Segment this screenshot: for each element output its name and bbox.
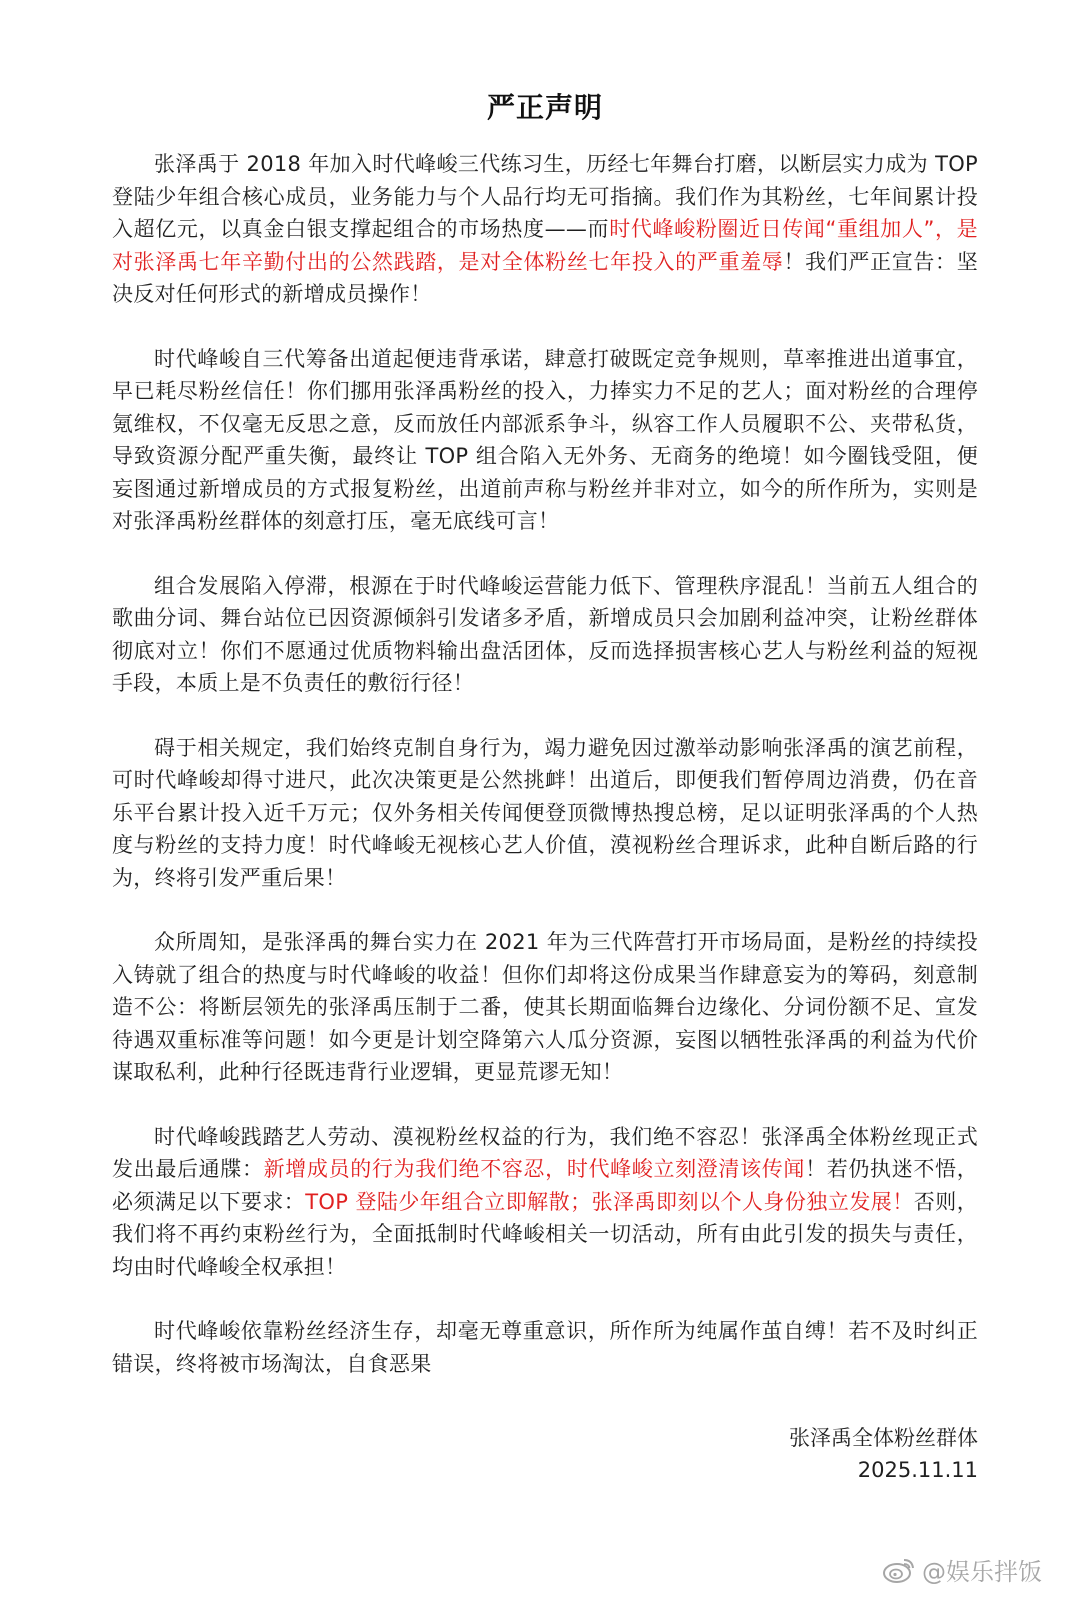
highlight-text: TOP 登陆少年组合立即解散；张泽禹即刻以个人身份独立发展！ [305, 1189, 914, 1214]
paragraph [112, 570, 978, 700]
body-text: 时代峰峻依靠粉丝经济生存，却毫无尊重意识，所作所为纯属作茧自缚！若不及时纠正错误，终将被市场淘汰，自食恶果 [112, 1319, 978, 1376]
body-text: 张泽禹于 2018 年加入时代峰峻三代练习生，历经七年舞台打磨，以断层实力成为 TOP 登陆少年组合核心成员，业务能力与个人品行均无可指摘。我们作为其粉丝，七年间累计投入超亿元，以真金白银支撑起组合的市场热度——而 [112, 152, 978, 241]
paragraph [112, 926, 978, 1089]
watermark [882, 1552, 1042, 1587]
body-text: 组合发展陷入停滞，根源在于时代峰峻运营能力低下、管理秩序混乱！当前五人组合的歌曲分词、舞台站位已因资源倾斜引发诸多矛盾，新增成员只会加剧利益冲突，让粉丝群体彻底对立！你们不愿通过优质物料输出盘活团体，反而选择损害核心艺人与粉丝利益的短视手段，本质上是不负责任的敷衍行径！ [112, 573, 978, 695]
signature-date: 2025.11.11 [857, 1458, 978, 1482]
paragraph [112, 732, 978, 895]
weibo-logo-icon [882, 1556, 916, 1584]
body-text: ！我们严正宣告：坚决反对任何形式的新增成员操作！ [112, 249, 979, 306]
signature-block [789, 1422, 978, 1486]
body-text: ！若仍执迷不悟，必须满足以下要求： [112, 1157, 978, 1214]
signature-author: 张泽禹全体粉丝群体 [789, 1426, 978, 1450]
body-text: 时代峰峻践踏艺人劳动、漠视粉丝权益的行为，我们绝不容忍！张泽禹全体粉丝现正式发出最后通牒： [112, 1124, 978, 1181]
highlight-text: 新增成员的行为我们绝不容忍，时代峰峻立刻澄清该传闻 [263, 1157, 806, 1181]
body-text: 时代峰峻自三代筹备出道起便违背承诺，肆意打破既定竞争规则，草率推进出道事宜，早已耗尽粉丝信任！你们挪用张泽禹粉丝的投入，力捧实力不足的艺人；面对粉丝的合理停氪维权，不仅毫无反思之意，反而放任内部派系争斗，纵容工作人员履职不公、夹带私货，导致资源分配严重失衡，最终让 TOP 组合陷入无外务、无商务的绝境！如今圈钱受阻，便妄图通过新增成员的方式报复粉丝，出道前声称与粉丝并非对立，如今的所作所为，实则是对张泽禹粉丝群体的刻意打压，毫无底线可言！ [112, 346, 978, 533]
paragraph [112, 148, 978, 311]
body-text: 碍于相关规定，我们始终克制自身行为，竭力避免因过激举动影响张泽禹的演艺前程，可时代峰峻却得寸进尺，此次决策更是公然挑衅！出道后，即便我们暂停周边消费，仍在音乐平台累计投入近千万元；仅外务相关传闻便登顶微博热搜总榜，足以证明张泽禹的个人热度与粉丝的支持力度！时代峰峻无视核心艺人价值，漠视粉丝合理诉求，此种自断后路的行为，终将引发严重后果！ [112, 735, 978, 890]
statement-body [112, 148, 978, 1380]
highlight-text: 时代峰峻粉圈近日传闻“重组加人”，是对张泽禹七年辛勤付出的公然践踏，是对全体粉丝七年投入的严重羞辱 [112, 217, 978, 274]
paragraph [112, 1315, 978, 1380]
paragraph [112, 1121, 978, 1284]
body-text: 否则，我们将不再约束粉丝行为，全面抵制时代峰峻相关一切活动，所有由此引发的损失与责任，均由时代峰峻全权承担！ [112, 1189, 979, 1279]
paragraph [112, 343, 978, 538]
body-text: 众所周知，是张泽禹的舞台实力在 2021 年为三代阵营打开市场局面，是粉丝的持续投入铸就了组合的热度与时代峰峻的收益！但你们却将这份成果当作肆意妄为的筹码，刻意制造不公：将断层领先的张泽禹压制于二番，使其长期面临舞台边缘化、分词份额不足、宣发待遇双重标准等问题！如今更是计划空降第六人瓜分资源，妄图以牺牲张泽禹的利益为代价谋取私利，此种行径既违背行业逻辑，更显荒谬无知！ [112, 930, 978, 1084]
document-title: 严正声明 [486, 91, 603, 124]
watermark-text: @娱乐拌饭 [922, 1558, 1042, 1586]
statement-document [112, 86, 978, 1412]
